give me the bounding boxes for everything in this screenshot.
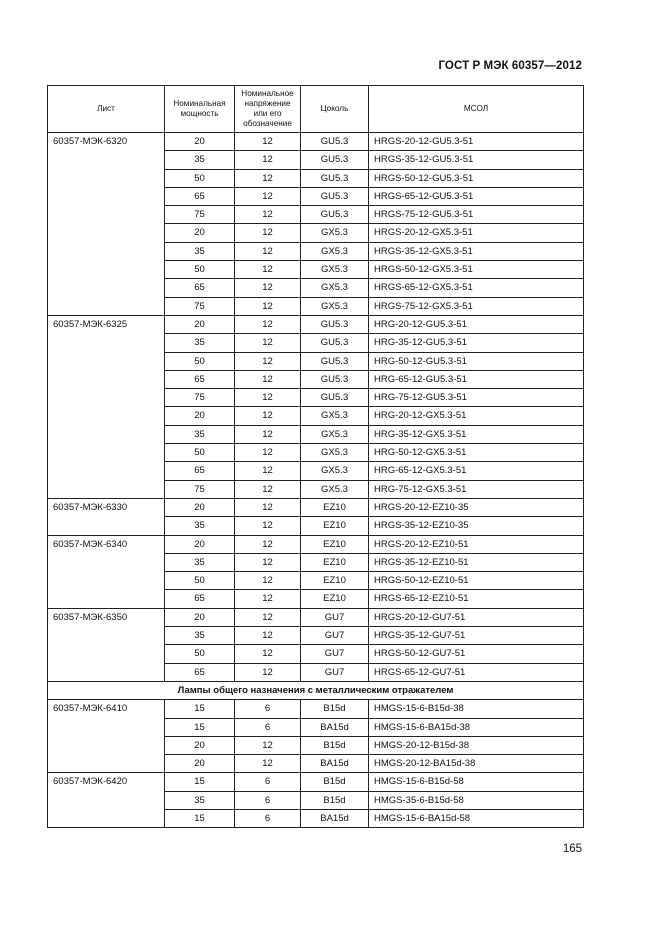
section-title: Лампы общего назначения с металлическим отражателем: [48, 681, 584, 699]
page-number: 165: [562, 843, 582, 855]
ilcos-cell: HMGS-15-6-B15d-58: [369, 773, 584, 791]
table-row: [48, 773, 584, 791]
table-row: [48, 133, 584, 151]
power-cell: 20: [165, 535, 235, 553]
voltage-cell: 6: [235, 700, 301, 718]
base-cell: GX5.3: [301, 480, 369, 498]
base-cell: GU7: [301, 645, 369, 663]
power-cell: 20: [165, 498, 235, 516]
voltage-cell: 12: [235, 425, 301, 443]
voltage-cell: 12: [235, 352, 301, 370]
voltage-cell: 12: [235, 389, 301, 407]
power-cell: 50: [165, 572, 235, 590]
ilcos-cell: HRGS-65-12-GU7-51: [369, 663, 584, 681]
document-header: ГОСТ Р МЭК 60357—2012: [438, 60, 582, 72]
voltage-cell: 6: [235, 809, 301, 827]
sheet-cell: 60357-МЭК-6330: [48, 498, 165, 535]
ilcos-cell: HRGS-20-12-GU7-51: [369, 608, 584, 626]
base-cell: B15d: [301, 736, 369, 754]
ilcos-cell: HRGS-35-12-GX5.3-51: [369, 242, 584, 260]
ilcos-cell: HMGS-15-6-BA15d-58: [369, 809, 584, 827]
power-cell: 20: [165, 755, 235, 773]
ilcos-cell: HRG-35-12-GX5.3-51: [369, 425, 584, 443]
power-cell: 50: [165, 352, 235, 370]
voltage-cell: 6: [235, 773, 301, 791]
sheet-cell: 60357-МЭК-6420: [48, 773, 165, 828]
voltage-cell: 12: [235, 517, 301, 535]
voltage-cell: 12: [235, 334, 301, 352]
ilcos-cell: HRGS-50-12-EZ10-51: [369, 572, 584, 590]
ilcos-cell: HMGS-20-12-B15d-38: [369, 736, 584, 754]
power-cell: 35: [165, 517, 235, 535]
voltage-cell: 12: [235, 151, 301, 169]
base-cell: GX5.3: [301, 407, 369, 425]
power-cell: 35: [165, 553, 235, 571]
ilcos-cell: HRGS-75-12-GU5.3-51: [369, 206, 584, 224]
power-cell: 75: [165, 389, 235, 407]
power-cell: 15: [165, 773, 235, 791]
voltage-cell: 12: [235, 315, 301, 333]
power-cell: 35: [165, 242, 235, 260]
base-cell: GU5.3: [301, 133, 369, 151]
table-row: [48, 608, 584, 626]
power-cell: 50: [165, 645, 235, 663]
power-cell: 20: [165, 315, 235, 333]
power-cell: 20: [165, 736, 235, 754]
voltage-cell: 12: [235, 480, 301, 498]
base-cell: GX5.3: [301, 462, 369, 480]
voltage-cell: 12: [235, 627, 301, 645]
voltage-cell: 12: [235, 755, 301, 773]
table-header-row: [48, 86, 584, 133]
voltage-cell: 12: [235, 370, 301, 388]
column-header-power-text: Номинальная мощность: [173, 99, 226, 118]
power-cell: 75: [165, 297, 235, 315]
ilcos-cell: HRGS-75-12-GX5.3-51: [369, 297, 584, 315]
ilcos-cell: HRGS-20-12-EZ10-51: [369, 535, 584, 553]
base-cell: GU7: [301, 663, 369, 681]
base-cell: GU5.3: [301, 334, 369, 352]
power-cell: 20: [165, 608, 235, 626]
base-cell: EZ10: [301, 590, 369, 608]
power-cell: 35: [165, 627, 235, 645]
voltage-cell: 12: [235, 279, 301, 297]
base-cell: GX5.3: [301, 279, 369, 297]
base-cell: GX5.3: [301, 297, 369, 315]
base-cell: GU5.3: [301, 370, 369, 388]
voltage-cell: 12: [235, 242, 301, 260]
table-row: [48, 315, 584, 333]
power-cell: 75: [165, 480, 235, 498]
table-row: [48, 535, 584, 553]
power-cell: 35: [165, 334, 235, 352]
base-cell: GU5.3: [301, 352, 369, 370]
column-header-ilcos: МСОЛ: [369, 86, 584, 133]
power-cell: 20: [165, 224, 235, 242]
ilcos-cell: HRGS-35-12-EZ10-51: [369, 553, 584, 571]
voltage-cell: 12: [235, 736, 301, 754]
voltage-cell: 12: [235, 498, 301, 516]
power-cell: 65: [165, 187, 235, 205]
voltage-cell: 6: [235, 791, 301, 809]
power-cell: 65: [165, 462, 235, 480]
power-cell: 65: [165, 370, 235, 388]
power-cell: 35: [165, 151, 235, 169]
power-cell: 15: [165, 718, 235, 736]
ilcos-cell: HRGS-65-12-EZ10-51: [369, 590, 584, 608]
column-header-voltage-text: Номинальное напряжение или его обозначение: [241, 89, 294, 128]
voltage-cell: 12: [235, 572, 301, 590]
power-cell: 15: [165, 809, 235, 827]
ilcos-cell: HRG-35-12-GU5.3-51: [369, 334, 584, 352]
voltage-cell: 12: [235, 535, 301, 553]
ilcos-cell: HMGS-15-6-B15d-38: [369, 700, 584, 718]
voltage-cell: 12: [235, 645, 301, 663]
base-cell: GX5.3: [301, 425, 369, 443]
voltage-cell: 12: [235, 297, 301, 315]
base-cell: B15d: [301, 700, 369, 718]
base-cell: GX5.3: [301, 242, 369, 260]
lamp-data-table: [47, 85, 584, 828]
ilcos-cell: HMGS-20-12-BA15d-38: [369, 755, 584, 773]
base-cell: B15d: [301, 791, 369, 809]
sheet-cell: 60357-МЭК-6325: [48, 315, 165, 498]
column-header-base: Цоколь: [301, 86, 369, 133]
base-cell: GU5.3: [301, 151, 369, 169]
base-cell: GU7: [301, 608, 369, 626]
ilcos-cell: HRG-20-12-GX5.3-51: [369, 407, 584, 425]
ilcos-cell: HRG-65-12-GU5.3-51: [369, 370, 584, 388]
table-body: [48, 133, 584, 828]
base-cell: EZ10: [301, 553, 369, 571]
column-header-sheet: Лист: [48, 86, 165, 133]
power-cell: 50: [165, 261, 235, 279]
power-cell: 35: [165, 425, 235, 443]
base-cell: BA15d: [301, 718, 369, 736]
ilcos-cell: HRGS-20-12-GX5.3-51: [369, 224, 584, 242]
ilcos-cell: HRGS-50-12-GX5.3-51: [369, 261, 584, 279]
voltage-cell: 12: [235, 608, 301, 626]
sheet-cell: 60357-МЭК-6350: [48, 608, 165, 681]
voltage-cell: 12: [235, 206, 301, 224]
ilcos-cell: HRG-50-12-GX5.3-51: [369, 444, 584, 462]
ilcos-cell: HMGS-35-6-B15d-58: [369, 791, 584, 809]
base-cell: GU5.3: [301, 187, 369, 205]
column-header-power: [165, 86, 235, 133]
base-cell: EZ10: [301, 517, 369, 535]
power-cell: 75: [165, 206, 235, 224]
power-cell: 15: [165, 700, 235, 718]
base-cell: B15d: [301, 773, 369, 791]
column-header-voltage: [235, 86, 301, 133]
base-cell: EZ10: [301, 498, 369, 516]
voltage-cell: 12: [235, 133, 301, 151]
base-cell: GX5.3: [301, 261, 369, 279]
ilcos-cell: HRG-75-12-GU5.3-51: [369, 389, 584, 407]
ilcos-cell: HRGS-65-12-GX5.3-51: [369, 279, 584, 297]
voltage-cell: 12: [235, 462, 301, 480]
sheet-cell: 60357-МЭК-6320: [48, 133, 165, 316]
ilcos-cell: HMGS-15-6-BA15d-38: [369, 718, 584, 736]
voltage-cell: 12: [235, 553, 301, 571]
ilcos-cell: HRG-20-12-GU5.3-51: [369, 315, 584, 333]
table-row: [48, 700, 584, 718]
base-cell: GX5.3: [301, 444, 369, 462]
base-cell: GU7: [301, 627, 369, 645]
ilcos-cell: HRG-65-12-GX5.3-51: [369, 462, 584, 480]
base-cell: GU5.3: [301, 169, 369, 187]
base-cell: EZ10: [301, 572, 369, 590]
base-cell: EZ10: [301, 535, 369, 553]
voltage-cell: 12: [235, 590, 301, 608]
voltage-cell: 12: [235, 407, 301, 425]
ilcos-cell: HRGS-20-12-EZ10-35: [369, 498, 584, 516]
power-cell: 20: [165, 407, 235, 425]
power-cell: 50: [165, 169, 235, 187]
voltage-cell: 6: [235, 718, 301, 736]
ilcos-cell: HRGS-35-12-EZ10-35: [369, 517, 584, 535]
voltage-cell: 12: [235, 187, 301, 205]
sheet-cell: 60357-МЭК-6340: [48, 535, 165, 608]
base-cell: BA15d: [301, 809, 369, 827]
ilcos-cell: HRGS-35-12-GU5.3-51: [369, 151, 584, 169]
sheet-cell: 60357-МЭК-6410: [48, 700, 165, 773]
base-cell: GU5.3: [301, 315, 369, 333]
ilcos-cell: HRGS-50-12-GU5.3-51: [369, 169, 584, 187]
ilcos-cell: HRG-75-12-GX5.3-51: [369, 480, 584, 498]
section-row: [48, 681, 584, 699]
voltage-cell: 12: [235, 224, 301, 242]
power-cell: 65: [165, 663, 235, 681]
ilcos-cell: HRGS-65-12-GU5.3-51: [369, 187, 584, 205]
power-cell: 50: [165, 444, 235, 462]
ilcos-cell: HRGS-50-12-GU7-51: [369, 645, 584, 663]
voltage-cell: 12: [235, 169, 301, 187]
power-cell: 65: [165, 279, 235, 297]
voltage-cell: 12: [235, 444, 301, 462]
ilcos-cell: HRGS-35-12-GU7-51: [369, 627, 584, 645]
voltage-cell: 12: [235, 261, 301, 279]
power-cell: 65: [165, 590, 235, 608]
base-cell: GU5.3: [301, 389, 369, 407]
ilcos-cell: HRG-50-12-GU5.3-51: [369, 352, 584, 370]
base-cell: BA15d: [301, 755, 369, 773]
base-cell: GX5.3: [301, 224, 369, 242]
ilcos-cell: HRGS-20-12-GU5.3-51: [369, 133, 584, 151]
power-cell: 20: [165, 133, 235, 151]
base-cell: GU5.3: [301, 206, 369, 224]
table-row: [48, 498, 584, 516]
voltage-cell: 12: [235, 663, 301, 681]
power-cell: 35: [165, 791, 235, 809]
